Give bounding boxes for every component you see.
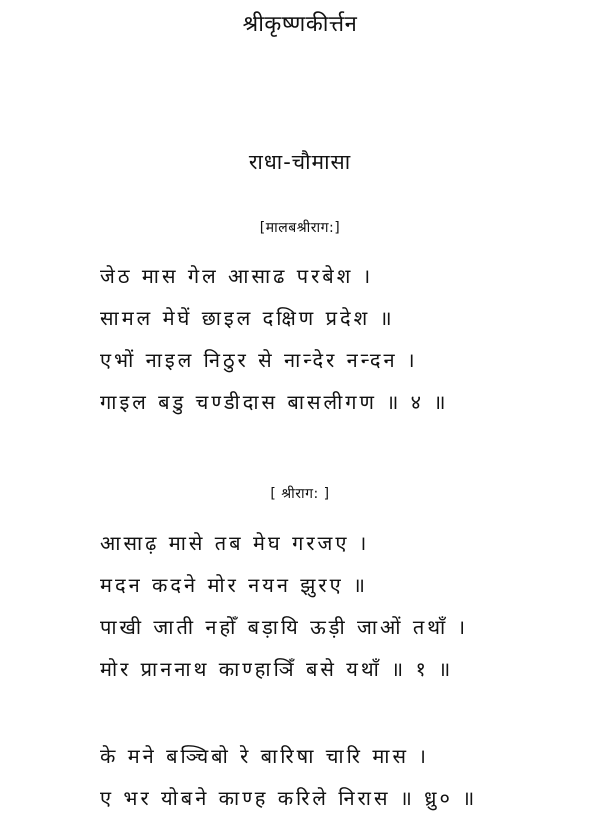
verse-line: सामल मेघें छाइल दक्षिण प्रदेश ॥ [100, 306, 395, 330]
raga-heading: [मालबश्रीराग:] [259, 220, 341, 236]
verse-line: आसाढ़ मासे तब मेघ गरजए । [100, 531, 370, 555]
verse-line: ए भर योबने काण्ह करिले निरास ॥ ध्रु० ॥ [100, 786, 478, 810]
section-title: राधा-चौमासा [248, 150, 352, 174]
refrain [100, 735, 590, 819]
verse-line: एभों नाइल निठुर से नान्देर नन्दन । [100, 348, 418, 372]
verse-line: गाइल बडु चण्डीदास बासलीगण ॥ ४ ॥ [100, 390, 449, 414]
verse-line: जेठ मास गेल आसाढ परबेश । [100, 264, 374, 288]
stanza-2 [100, 522, 590, 690]
verse-line: मदन कदने मोर नयन झुरए ॥ [100, 573, 369, 597]
verse-line: मोर प्राननाथ काण्हाञिँ बसे यथाँ ॥ १ ॥ [100, 657, 454, 681]
verse-line: के मने बञ्चिबो रे बारिषा चारि मास । [100, 744, 429, 768]
verse-line: पाखी जाती नहोँ बड़ायि ऊड़ी जाओं तथाँ । [100, 615, 469, 639]
stanza-1 [100, 255, 590, 423]
running-head: श्रीकृष्णकीर्त्तन [242, 12, 358, 37]
raga-heading: [ श्रीराग: ] [270, 486, 330, 502]
